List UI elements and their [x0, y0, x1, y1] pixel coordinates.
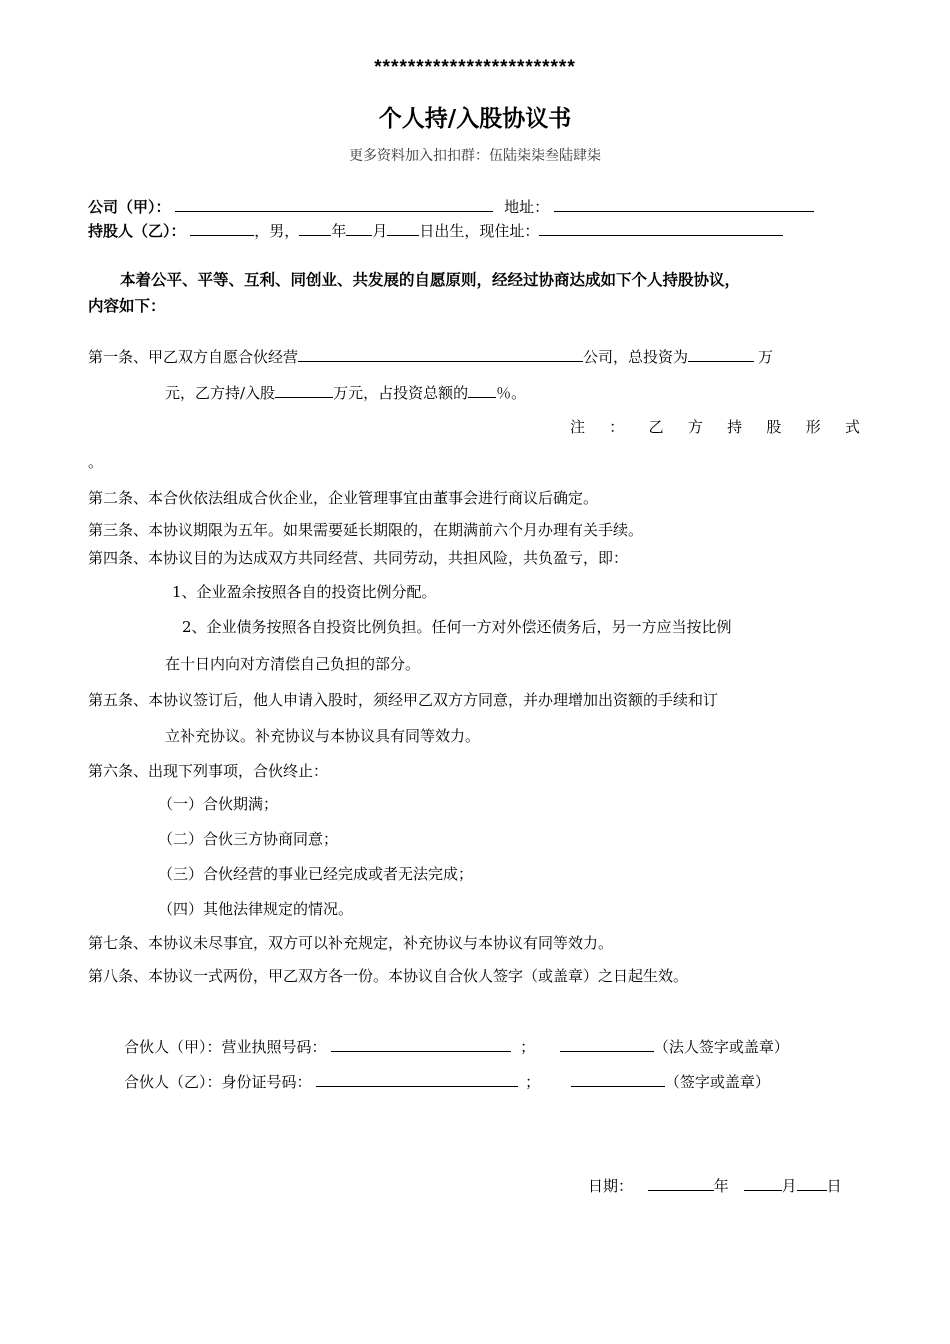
party-b-signature-field[interactable]: [571, 1071, 665, 1087]
article-6-item-4: （四）其他法律规定的情况。: [158, 900, 354, 918]
party-b-separator: ；: [525, 1073, 541, 1091]
month-label: 月: [372, 222, 388, 240]
date-month-label: 月: [781, 1177, 797, 1195]
company-address-field[interactable]: [554, 196, 814, 212]
company-label: 公司（甲）：: [88, 198, 171, 216]
article-1-text-a: 第一条、甲乙双方自愿合伙经营: [88, 348, 299, 366]
preamble-line-1: 本着公平、平等、互利、同创业、共发展的自愿原则，经经过协商达成如下个人持股协议，: [120, 270, 741, 289]
article-1-text-d: 元，乙方持/入股: [165, 384, 276, 402]
party-a-sign-hint: （法人签字或盖章）: [653, 1038, 789, 1056]
article-1-text-c: 万: [758, 348, 774, 366]
party-a-separator: ；: [520, 1038, 536, 1056]
party-a-label: 合伙人（甲）：营业执照号码：: [124, 1038, 327, 1056]
date-month-field[interactable]: [744, 1175, 782, 1191]
holder-gender: ，男，: [254, 222, 300, 240]
note-char: 注: [570, 418, 586, 436]
signature-party-b: [124, 1071, 770, 1092]
business-license-field[interactable]: [331, 1036, 511, 1052]
birth-day-field[interactable]: [387, 220, 419, 236]
date-day-label: 日: [826, 1177, 842, 1195]
party-b-sign-hint: （签字或盖章）: [664, 1073, 770, 1091]
article-4-item-1: 1、企业盈余按照各自的投资比例分配。: [172, 583, 437, 601]
birth-month-field[interactable]: [346, 220, 372, 236]
total-investment-field[interactable]: [688, 346, 754, 362]
business-name-field[interactable]: [298, 346, 583, 362]
article-6-item-1: （一）合伙期满；: [158, 795, 279, 813]
share-amount-field[interactable]: [275, 382, 333, 398]
party-a-signature-field[interactable]: [560, 1036, 654, 1052]
article-8: 第八条、本协议一式两份，甲乙双方各一份。本协议自合伙人签字（或盖章）之日起生效。: [88, 967, 689, 985]
holder-address-field[interactable]: [539, 220, 783, 236]
article-4-item-2-line-2: 在十日内向对方清偿自己负担的部分。: [165, 655, 421, 673]
article-1-line-1: [88, 346, 773, 367]
note-char: 形: [805, 418, 821, 436]
date-label: 日期：: [588, 1177, 634, 1195]
article-7: 第七条、本协议未尽事宜，双方可以补充规定，补充协议与本协议有同等效力。: [88, 934, 614, 952]
article-6-item-3: （三）合伙经营的事业已经完成或者无法完成；: [158, 865, 474, 883]
article-5-line-1: 第五条、本协议签订后，他人申请入股时，须经甲乙双方方同意，并办理增加出资额的手续和订: [88, 691, 719, 709]
company-line: [88, 196, 814, 217]
article-1-text-f: ％。: [496, 384, 527, 402]
header-stars: ************************: [374, 57, 576, 78]
preamble-line-2: 内容如下：: [88, 296, 166, 315]
date-day-field[interactable]: [797, 1175, 827, 1191]
holder-label: 持股人（乙）：: [88, 222, 186, 240]
date-line: [588, 1175, 842, 1196]
note-end: 。: [88, 453, 104, 471]
article-5-line-2: 立补充协议。补充协议与本协议具有同等效力。: [165, 727, 481, 745]
birth-year-field[interactable]: [299, 220, 331, 236]
note-char: 方: [687, 418, 703, 436]
date-year-label: 年: [713, 1177, 729, 1195]
note-char: 式: [844, 418, 860, 436]
holder-name-field[interactable]: [190, 220, 254, 236]
document-subtitle: 更多资料加入扣扣群：伍陆柒柒叁陆肆柒: [349, 148, 601, 164]
date-year-field[interactable]: [648, 1175, 714, 1191]
document-title: 个人持/入股协议书: [378, 106, 572, 132]
article-1-line-2: [165, 382, 526, 403]
signature-party-a: [124, 1036, 789, 1057]
address-label: 地址：: [504, 198, 550, 216]
article-3: 第三条、本协议期限为五年。如果需要延长期限的，在期满前六个月办理有关手续。: [88, 521, 644, 539]
article-4: 第四条、本协议目的为达成双方共同经营、共同劳动，共担风险，共负盈亏，即：: [88, 549, 629, 567]
article-6-item-2: （二）合伙三方协商同意；: [158, 830, 339, 848]
holding-form-note: [570, 417, 860, 437]
share-percent-field[interactable]: [468, 382, 496, 398]
holder-line: [88, 220, 783, 241]
article-6: 第六条、出现下列事项，合伙终止：: [88, 762, 329, 780]
note-char: 持: [727, 418, 743, 436]
party-b-label: 合伙人（乙）：身份证号码：: [124, 1073, 312, 1091]
article-2: 第二条、本合伙依法组成合伙企业，企业管理事宜由董事会进行商议后确定。: [88, 489, 599, 507]
year-label: 年: [331, 222, 347, 240]
note-char: ：: [609, 418, 625, 436]
note-char: 股: [766, 418, 782, 436]
born-label: 日出生，现住址：: [419, 222, 540, 240]
company-name-field[interactable]: [175, 196, 493, 212]
note-char: 乙: [648, 418, 664, 436]
id-number-field[interactable]: [316, 1071, 518, 1087]
article-1-text-b: 公司，总投资为: [583, 348, 689, 366]
article-4-item-2-line-1: 2、企业债务按照各自投资比例负担。任何一方对外偿还债务后，另一方应当按比例: [182, 618, 732, 636]
article-1-text-e: 万元，占投资总额的: [333, 384, 469, 402]
